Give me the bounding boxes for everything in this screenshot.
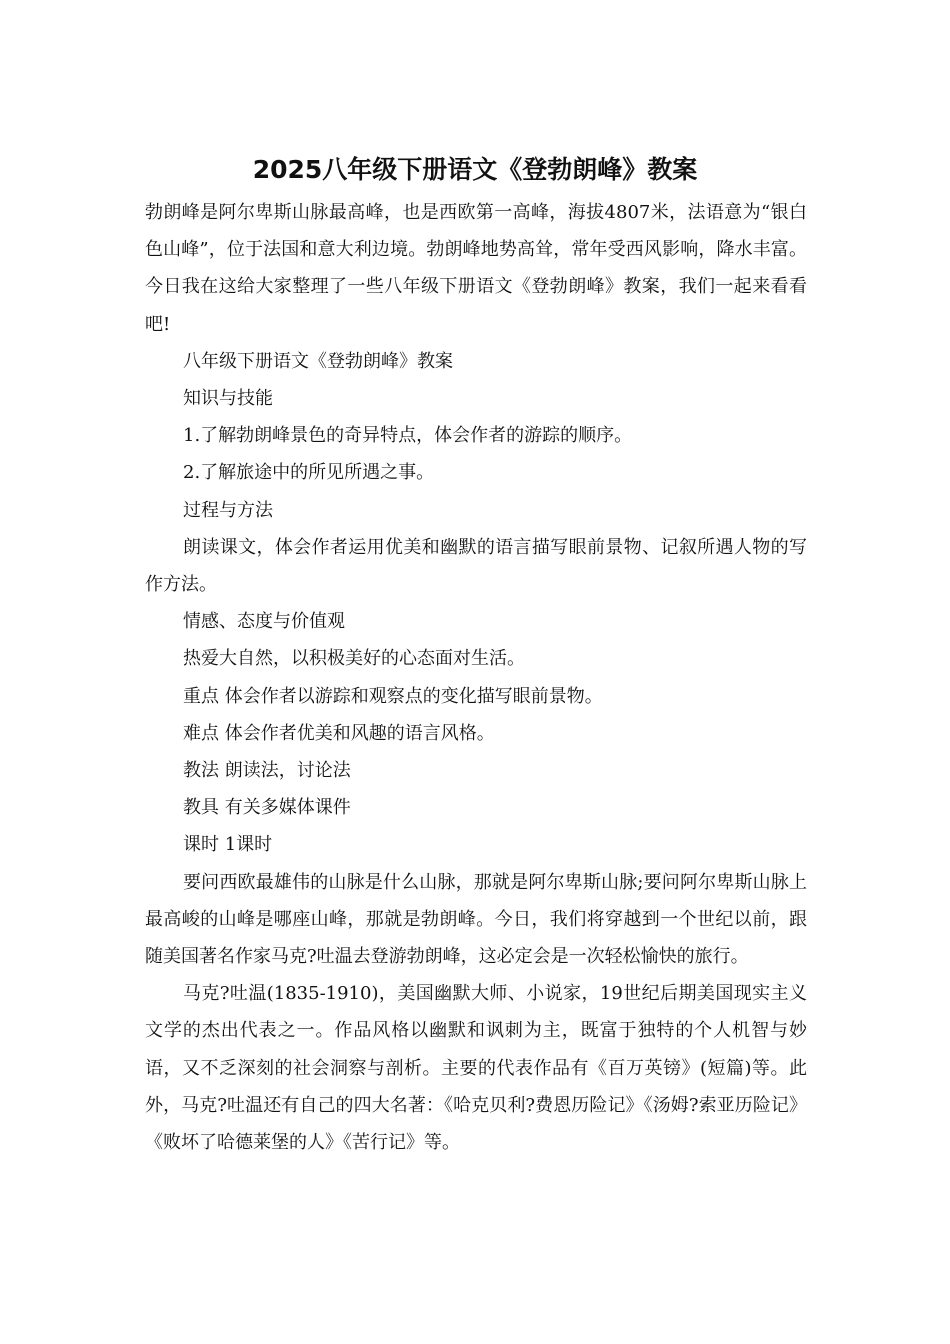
paragraph-process: 朗读课文，体会作者运用优美和幽默的语言描写眼前景物、记叙所遇人物的写作方法。 bbox=[145, 536, 807, 596]
paragraph-heading-knowledge: 知识与技能 bbox=[183, 388, 273, 410]
paragraph-periods: 课时 1课时 bbox=[183, 834, 273, 856]
paragraph-difficulty: 难点 体会作者优美和风趣的语言风格。 bbox=[183, 722, 495, 744]
paragraph-method: 教法 朗读法，讨论法 bbox=[183, 760, 351, 782]
paragraph-heading-values: 情感、态度与价值观 bbox=[183, 611, 345, 633]
paragraph-plan-title: 八年级下册语文《登勃朗峰》教案 bbox=[183, 350, 453, 372]
paragraph-key-point: 重点 体会作者以游踪和观察点的变化描写眼前景物。 bbox=[183, 685, 603, 707]
paragraph-introduction: 要问西欧最雄伟的山脉是什么山脉，那就是阿尔卑斯山脉;要问阿尔卑斯山脉上最高峻的山峰是哪座山峰，那就是勃朗峰。今日，我们将穿越到一个世纪以前，跟随美国著名作家马克?吐温去登游勃朗峰，这必定会是一次轻松愉快的旅行。 bbox=[145, 871, 807, 968]
paragraph-heading-process: 过程与方法 bbox=[183, 499, 273, 521]
paragraph-values: 热爱大自然，以积极美好的心态面对生活。 bbox=[183, 648, 525, 670]
page-title: 2025八年级下册语文《登勃朗峰》教案 bbox=[252, 155, 698, 184]
paragraph-author: 马克?吐温(1835-1910)，美国幽默大师、小说家，19世纪后期美国现实主义文学的杰出代表之一。作品风格以幽默和讽刺为主，既富于独特的个人机智与妙语，又不乏深刻的社会洞察与剖析。主要的代表作品有《百万英镑》(短篇)等。此外，马克?吐温还有自己的四大名著：《哈克贝利?费恩历险记》《汤姆?索亚历险记》《败坏了哈德莱堡的人》《苦行记》等。 bbox=[145, 983, 807, 1154]
paragraph-goal-1: 1.了解勃朗峰景色的奇异特点，体会作者的游踪的顺序。 bbox=[183, 425, 633, 447]
paragraph-goal-2: 2.了解旅途中的所见所遇之事。 bbox=[183, 462, 435, 484]
paragraph-intro: 勃朗峰是阿尔卑斯山脉最高峰，也是西欧第一高峰，海拔4807米，法语意为“银白色山峰”，位于法国和意大利边境。勃朗峰地势高耸，常年受西风影响，降水丰富。今日我在这给大家整理了一些八年级下册语文《登勃朗峰》教案，我们一起来看看吧! bbox=[145, 202, 807, 335]
document-body bbox=[145, 194, 807, 1161]
paragraph-tools: 教具 有关多媒体课件 bbox=[183, 797, 351, 819]
